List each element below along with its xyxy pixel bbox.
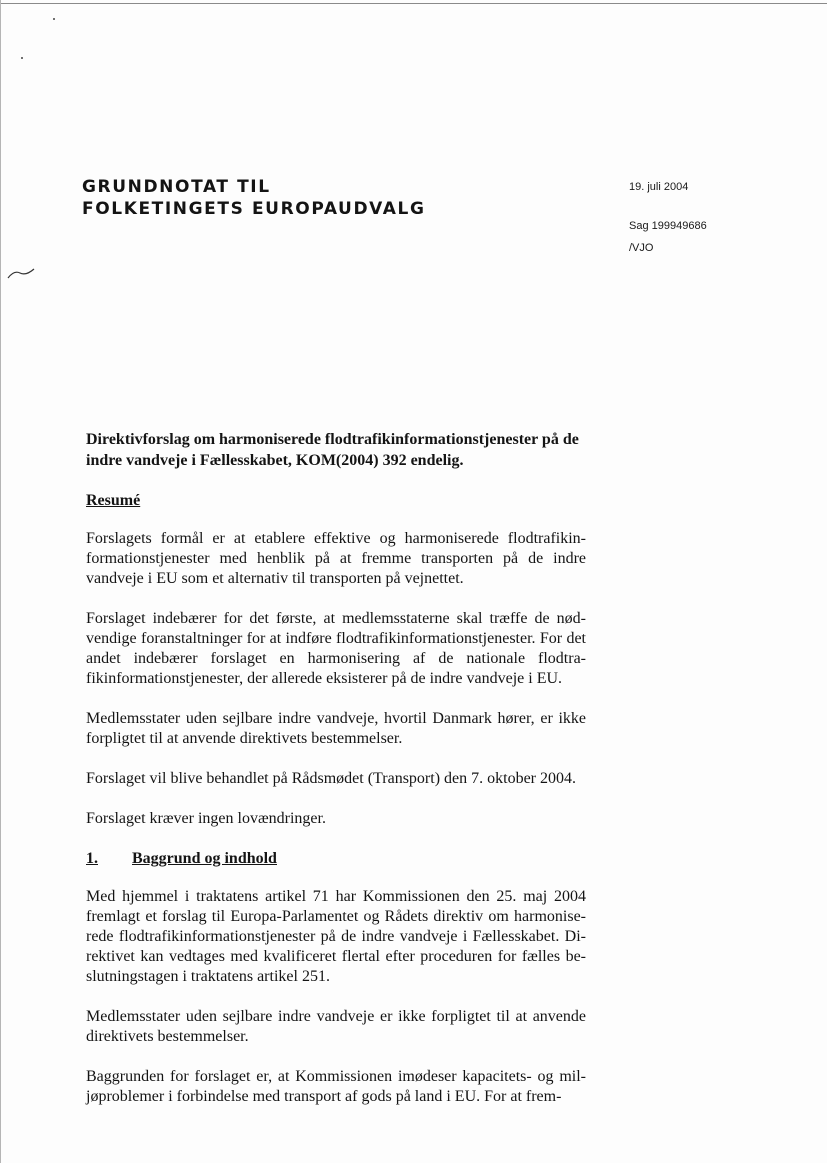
document-meta [629, 180, 707, 263]
document-body [86, 429, 586, 1107]
section-1-paragraph: Medlemsstater uden sejlbare indre vandveje er ikke forpligtet til at anvende direktivets bestemmelser. [86, 1008, 586, 1045]
section-title: Baggrund og indhold [132, 850, 277, 867]
scan-mark [6, 266, 36, 280]
resume-paragraph: Forslaget vil blive behandlet på Rådsmødet (Transport) den 7. oktober 2004. [86, 770, 576, 787]
resume-paragraph: Medlemsstater uden sejlbare indre vandveje, hvortil Danmark hører, er ikke forpligtet til at anvende direktivets bestemmelser. [86, 710, 586, 747]
scan-speck [53, 18, 55, 20]
scan-edge-left [0, 0, 1, 1163]
heading-line-1: GRUNDNOTAT TIL [82, 177, 271, 197]
heading-line-2: FOLKETINGETS EUROPAUDVALG [82, 199, 426, 219]
document-date: 19. juli 2004 [629, 181, 689, 193]
resume-paragraph: Forslagets formål er at etablere effektive og harmoniserede flodtrafikinformationstjenester med henblik på at fremme transporten på de indre vandveje i EU som et alternativ til transporten på vejnettet. [86, 530, 586, 587]
section-1-paragraph: Med hjemmel i traktatens artikel 71 har Kommissionen den 25. maj 2004 fremlagt et forslag til Europa-Parlamentet og Rådets direktiv om harmoniserede flodtrafikinformationstjenester på de indre vandveje i Fællesskabet. Direktivet kan vedtages med kvalificeret flertal efter proceduren for fælles beslutningstagen i traktatens artikel 251. [86, 888, 586, 985]
resume-paragraph: Forslaget indebærer for det første, at medlemsstaterne skal træffe de nødvendige foranstaltninger for at indføre flodtrafikinformationstjenester. For det andet indebærer forslaget en harmonisering af de nationale flodtrafikinformationstjenester, der allerede eksisterer på de indre vandveje i EU. [86, 610, 586, 687]
document-title: Direktivforslag om harmoniserede flodtrafikinformationstjenester på de indre vandveje i Fællesskabet, KOM(2004) 392 endelig. [86, 431, 579, 469]
scan-edge-top [0, 3, 827, 4]
resume-paragraph: Forslaget kræver ingen lovændringer. [86, 810, 326, 827]
section-number: 1. [86, 850, 98, 867]
section-1-heading [86, 849, 586, 869]
section-1-paragraph: Baggrunden for forslaget er, at Kommissionen imødeser kapacitets- og miljøproblemer i forbindelse med transport af gods på land i EU. For at frem- [86, 1068, 586, 1105]
scan-speck [21, 57, 23, 59]
author-reference: /VJO [629, 242, 654, 254]
case-number: Sag 199949686 [629, 220, 707, 232]
document-heading [82, 176, 426, 220]
resume-heading: Resumé [86, 492, 141, 509]
